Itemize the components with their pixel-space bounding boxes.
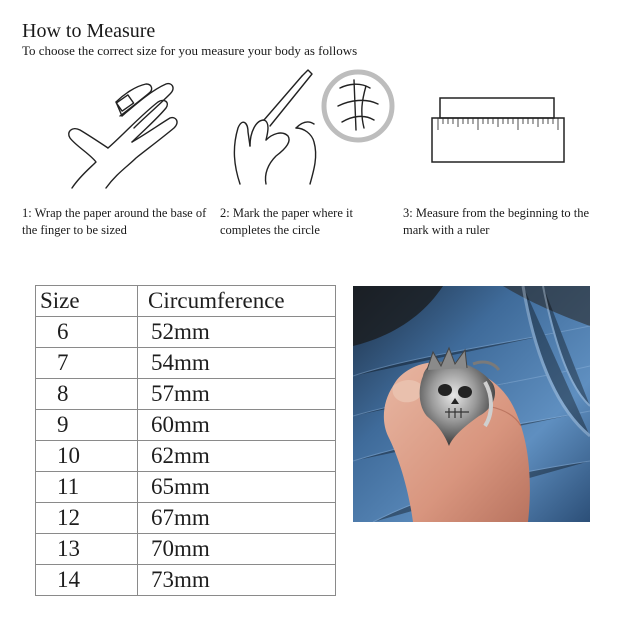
table-row (36, 317, 336, 348)
size-chart-table (35, 285, 336, 596)
size-cell: 10 (36, 441, 138, 472)
size-cell: 6 (36, 317, 138, 348)
table-row (36, 503, 336, 534)
size-cell: 11 (36, 472, 138, 503)
table-row (36, 348, 336, 379)
table-header-row (36, 286, 336, 317)
circumference-cell: 62mm (138, 441, 336, 472)
size-cell: 9 (36, 410, 138, 441)
circumference-cell: 67mm (138, 503, 336, 534)
mark-paper-icon (226, 66, 396, 190)
page-subtitle: To choose the correct size for you measure your body as follows (22, 43, 358, 58)
size-cell: 8 (36, 379, 138, 410)
circumference-cell: 70mm (138, 534, 336, 565)
table-row (36, 410, 336, 441)
size-cell: 14 (36, 565, 138, 596)
circumference-cell: 57mm (138, 379, 336, 410)
column-header-circumference: Circumference (138, 286, 336, 317)
circumference-cell: 73mm (138, 565, 336, 596)
circumference-cell: 52mm (138, 317, 336, 348)
hand-wrap-icon (62, 76, 186, 194)
size-cell: 12 (36, 503, 138, 534)
size-cell: 7 (36, 348, 138, 379)
skull-ring-on-hand-photo (353, 286, 590, 522)
table-row (36, 379, 336, 410)
table-row (36, 565, 336, 596)
step-2-caption: 2: Mark the paper where it completes the circle (220, 206, 353, 237)
ruler-icon (430, 96, 568, 166)
circumference-cell: 54mm (138, 348, 336, 379)
column-header-size: Size (36, 286, 138, 317)
size-cell: 13 (36, 534, 138, 565)
table-row (36, 534, 336, 565)
step-3-caption: 3: Measure from the beginning to the mark with a ruler (403, 206, 590, 237)
page-title: How to Measure (22, 20, 156, 42)
table-row (36, 472, 336, 503)
step-1-caption: 1: Wrap the paper around the base of the finger to be sized (22, 206, 207, 237)
table-row (36, 441, 336, 472)
circumference-cell: 65mm (138, 472, 336, 503)
circumference-cell: 60mm (138, 410, 336, 441)
